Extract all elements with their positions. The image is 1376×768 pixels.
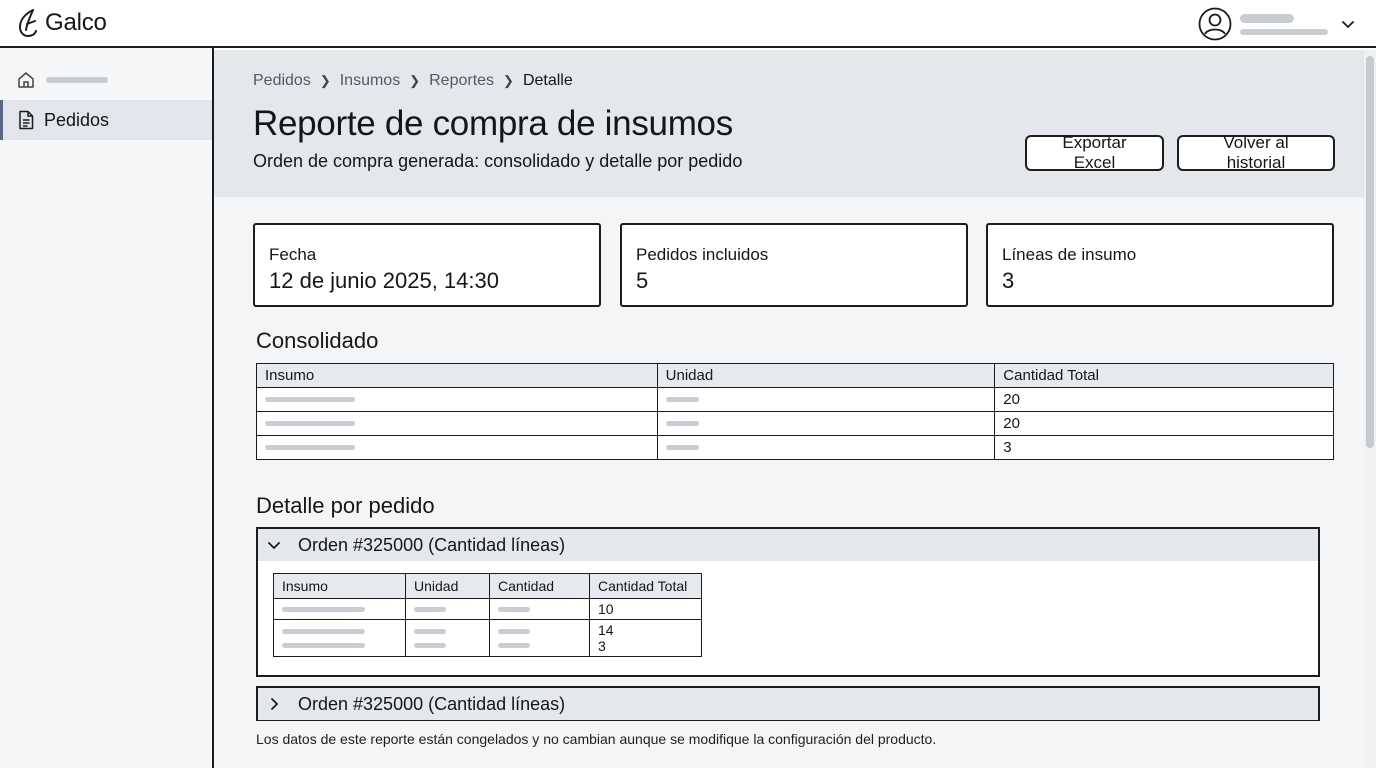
cell-cantidad [490, 599, 590, 620]
cell-total: 10 [590, 599, 702, 620]
frozen-data-note: Los datos de este reporte están congelados y no cambian aunque se modifique la configuración del producto. [256, 731, 937, 747]
column-header-cantidad-total: Cantidad Total [590, 574, 702, 599]
chevron-right-icon: ❯ [503, 73, 514, 88]
sidebar [0, 48, 214, 768]
breadcrumb-item-pedidos[interactable]: Pedidos [253, 72, 311, 89]
accordion-title: Orden #325000 (Cantidad líneas) [298, 693, 566, 714]
accordion-header[interactable] [258, 529, 1318, 561]
page-subtitle: Orden de compra generada: consolidado y detalle por pedido [253, 151, 743, 171]
cell-total: 20 [995, 388, 1334, 412]
cell-total [590, 620, 702, 657]
top-bar [0, 0, 1376, 48]
sidebar-item-home[interactable] [16, 70, 108, 90]
sidebar-item-pedidos[interactable] [0, 100, 212, 140]
galco-logo-icon [16, 8, 40, 38]
detail-section-title: Detalle por pedido [256, 493, 435, 518]
breadcrumb [253, 72, 573, 90]
stat-value: 5 [636, 268, 649, 293]
export-excel-button[interactable]: Exportar Excel [1025, 135, 1164, 171]
chevron-right-icon [266, 696, 282, 712]
stat-card-orders [620, 223, 968, 307]
app-name: Galco [45, 9, 107, 36]
column-header-cantidad-total: Cantidad Total [995, 364, 1334, 388]
cell-unidad [406, 620, 490, 657]
consolidated-section-title: Consolidado [256, 328, 379, 353]
column-header-insumo: Insumo [274, 574, 406, 599]
accordion-header[interactable] [258, 688, 1318, 720]
chevron-right-icon: ❯ [319, 73, 331, 88]
cell-insumo [257, 388, 658, 412]
stat-value: 3 [1002, 268, 1015, 293]
breadcrumb-item-detalle: Detalle [522, 72, 573, 89]
stat-card-date [253, 223, 601, 307]
breadcrumb-item-insumos[interactable]: Insumos [339, 72, 401, 89]
column-header-insumo: Insumo [257, 364, 658, 388]
table-header-row [257, 364, 1334, 388]
table-row [274, 599, 702, 620]
order-accordion-collapsed [256, 686, 1320, 721]
table-row [274, 620, 702, 657]
main-content [214, 50, 1376, 768]
stat-label: Líneas de insumo [1002, 245, 1137, 264]
table-header-row [274, 574, 702, 599]
table-row [257, 412, 1334, 436]
cell-unidad [657, 412, 995, 436]
cell-cantidad [490, 620, 590, 657]
cell-insumo [257, 436, 658, 460]
cell-unidad [406, 599, 490, 620]
cell-total: 20 [995, 412, 1334, 436]
cell-total: 3 [995, 436, 1334, 460]
table-row [257, 436, 1334, 460]
cell-total-line: 3 [598, 638, 606, 654]
chevron-down-icon[interactable] [1340, 16, 1356, 32]
stat-label: Fecha [269, 245, 317, 264]
stat-value: 12 de junio 2025, 14:30 [269, 268, 499, 293]
chevron-right-icon: ❯ [409, 73, 421, 88]
cell-insumo [257, 412, 658, 436]
column-header-unidad: Unidad [406, 574, 490, 599]
back-to-history-button[interactable]: Volver al historial [1177, 135, 1335, 171]
scrollbar[interactable] [1364, 50, 1376, 768]
accordion-title: Orden #325000 (Cantidad líneas) [298, 534, 566, 555]
sidebar-item-label: Pedidos [44, 109, 110, 130]
consolidated-table [256, 363, 1334, 460]
cell-unidad [657, 436, 995, 460]
column-header-cantidad: Cantidad [490, 574, 590, 599]
home-icon [16, 70, 36, 90]
order-accordion-expanded [256, 527, 1320, 677]
cell-unidad [657, 388, 995, 412]
user-name-placeholder [1240, 14, 1330, 35]
chevron-down-icon [266, 537, 282, 553]
cell-insumo [274, 620, 406, 657]
cell-insumo [274, 599, 406, 620]
avatar-icon [1198, 7, 1232, 41]
user-menu[interactable] [1198, 7, 1356, 41]
document-icon [17, 110, 35, 130]
page-title: Reporte de compra de insumos [253, 104, 733, 143]
column-header-unidad: Unidad [657, 364, 995, 388]
table-row [257, 388, 1334, 412]
stat-label: Pedidos incluidos [636, 245, 769, 264]
app-logo[interactable] [16, 8, 107, 38]
page-header [214, 50, 1364, 197]
scrollbar-thumb[interactable] [1366, 56, 1374, 448]
order-detail-table [273, 573, 702, 657]
breadcrumb-item-reportes[interactable]: Reportes [429, 72, 495, 89]
stat-card-lines [986, 223, 1334, 307]
sidebar-home-label-placeholder [46, 77, 108, 83]
cell-total-line: 14 [598, 622, 614, 638]
